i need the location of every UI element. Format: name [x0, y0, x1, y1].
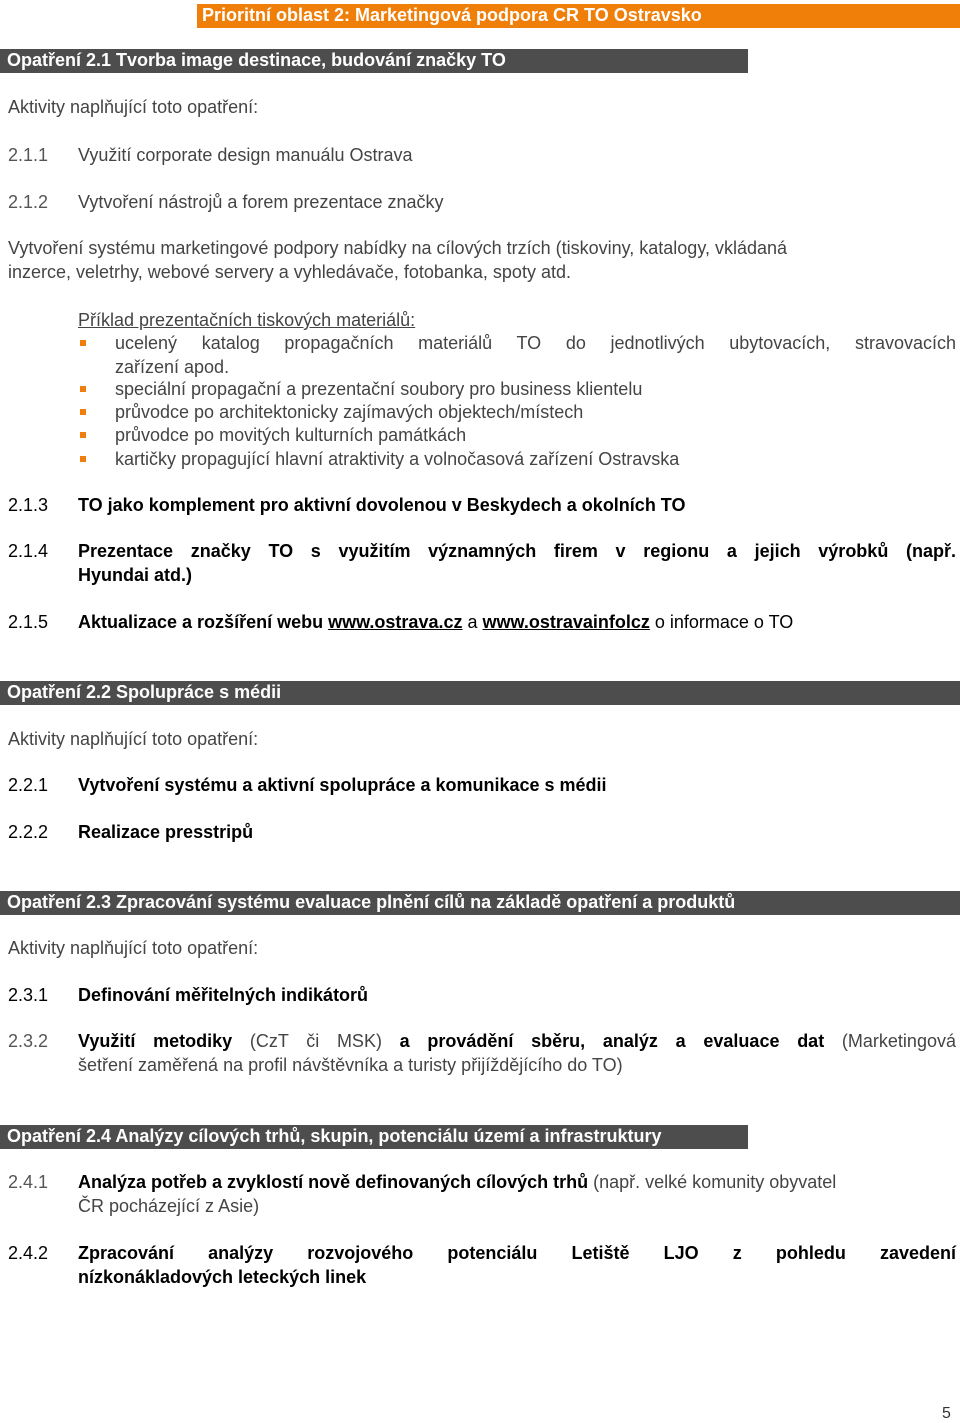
activities-label: Aktivity naplňující toto opatření: [8, 938, 259, 958]
measure-2-3-title: Opatření 2.3 Zpracování systému evaluace plnění cílů na základě opatření a produktů [7, 892, 736, 912]
bullet-marker [80, 409, 86, 415]
activities-label: Aktivity naplňující toto opatření: [8, 729, 259, 749]
activity-number: 2.3.1 [8, 985, 49, 1005]
measure-2-1-title: Opatření 2.1 Tvorba image destinace, budování značky TO [7, 50, 506, 70]
activity-number: 2.3.2 [8, 1031, 49, 1051]
bullet-item: ucelený katalog propagačních materiálů TO do jednotlivých ubytovacích, stravovacích [115, 333, 956, 353]
measure-2-2-title: Opatření 2.2 Spolupráce s médii [7, 682, 282, 702]
activity-number: 2.1.5 [8, 612, 49, 632]
activity-text [78, 1172, 836, 1193]
measure-2-4-bar [0, 1125, 748, 1149]
activity-number: 2.1.2 [8, 192, 49, 212]
activity-text: Využití corporate design manuálu Ostrava [78, 145, 413, 165]
activity-text [78, 612, 793, 633]
activity-text-pre: Aktualizace a rozšíření webu [78, 612, 329, 632]
activity-text-cont: Hyundai atd.) [78, 565, 193, 585]
activity-text: TO jako komplement pro aktivní dovolenou v Beskydech a okolních TO [78, 495, 686, 515]
activity-text-cont: šetření zaměřená na profil návštěvníka a turisty přijíždějícího do TO) [78, 1055, 623, 1075]
activity-number: 2.4.2 [8, 1243, 49, 1263]
bullet-item: průvodce po architektonicky zajímavých objektech/místech [115, 402, 584, 422]
description-paragraph [8, 236, 956, 284]
activity-text-normal: (Marketingová [824, 1031, 956, 1051]
ostravainfo-link[interactable]: www.ostravainfolcz [482, 612, 650, 632]
activity-text-bold: Využití metodiky [78, 1031, 233, 1051]
example-title: Příklad prezentačních tiskových materiálů: [78, 310, 416, 330]
description-lead: Vytvoření systému marketingové podpory nabídky na cílových trzích [8, 238, 551, 258]
activity-number: 2.1.3 [8, 495, 49, 515]
activity-number: 2.2.1 [8, 775, 49, 795]
activity-number: 2.1.4 [8, 541, 49, 561]
section-header-bar [197, 4, 960, 28]
bullet-item: průvodce po movitých kulturních památkách [115, 425, 467, 445]
activity-text: Definování měřitelných indikátorů [78, 985, 369, 1005]
bullet-marker [80, 386, 86, 392]
activity-text: Prezentace značky TO s využitím významných firem v regionu a jejich výrobků (např. [78, 541, 956, 561]
activity-text-bold: Analýza potřeb a zvyklostí nově definovaných cílových trhů [78, 1172, 589, 1192]
activities-label: Aktivity naplňující toto opatření: [8, 97, 259, 117]
activity-text: Realizace presstripů [78, 822, 254, 842]
bullet-item: kartičky propagující hlavní atraktivity a volnočasová zařízení Ostravska [115, 449, 680, 469]
bullet-marker [80, 432, 86, 438]
measure-2-3-bar [0, 891, 960, 915]
activity-text: Vytvoření systému a aktivní spolupráce a komunikace s médii [78, 775, 607, 795]
description-rest: (tiskoviny, katalogy, vkládaná [550, 238, 788, 258]
measure-2-4-title: Opatření 2.4 Analýzy cílových trhů, skupin, potenciálu území a infrastruktury [7, 1126, 662, 1146]
bullet-marker [80, 340, 86, 346]
ostrava-link[interactable]: www.ostrava.cz [328, 612, 463, 632]
activity-text-post: o informace o TO [649, 612, 794, 632]
bullet-item: speciální propagační a prezentační soubory pro business klientelu [115, 379, 643, 399]
measure-2-1-bar [0, 49, 748, 73]
bullet-marker [80, 456, 86, 462]
page-number: 5 [942, 1405, 951, 1422]
activity-text: Vytvoření nástrojů a forem prezentace značky [78, 192, 444, 212]
activity-number: 2.2.2 [8, 822, 49, 842]
activity-text-cont: ČR pocházející z Asie) [78, 1196, 260, 1216]
measure-2-2-bar [0, 681, 960, 705]
activity-text-mid: a [462, 612, 483, 632]
activity-text [78, 1031, 956, 1052]
activity-text-bold: a provádění sběru, analýz a evaluace dat [399, 1031, 825, 1051]
activity-number: 2.4.1 [8, 1172, 49, 1192]
section-title: Prioritní oblast 2: Marketingová podpora CR TO Ostravsko [202, 5, 702, 25]
activity-text: Zpracování analýzy rozvojového potenciálu Letiště LJO z pohledu zavedení [78, 1243, 956, 1263]
description-line2: inzerce, veletrhy, webové servery a vyhledávače, fotobanka, spoty atd. [8, 262, 571, 282]
activity-text-normal: (CzT či MSK) [232, 1031, 400, 1051]
bullet-item-cont: zařízení apod. [115, 357, 230, 377]
activity-text-cont: nízkonákladových leteckých linek [78, 1267, 367, 1287]
activity-number: 2.1.1 [8, 145, 49, 165]
activity-text-normal: (např. velké komunity obyvatel [588, 1172, 837, 1192]
